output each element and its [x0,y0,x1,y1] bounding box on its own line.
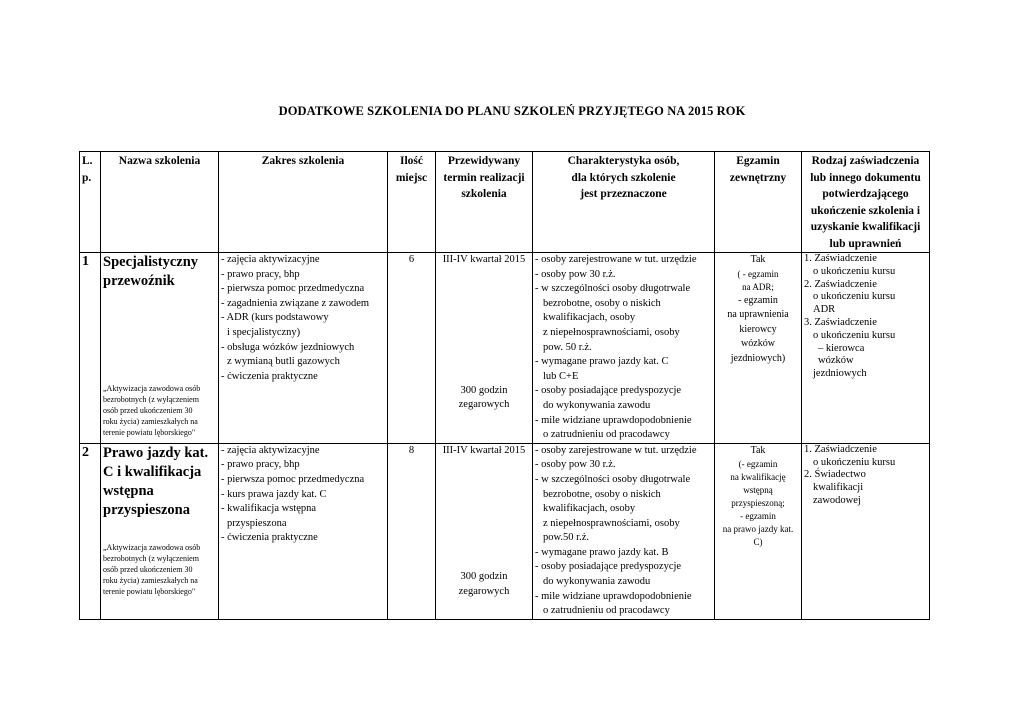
project-note: „Aktywizacja zawodowa osób bezrobotnych (z wyłączeniem osób przed ukończeniem 30 roku życia) zamieszkałych na terenie powiatu lęborskiego" [103,542,201,596]
certificate-cell: 1. Zaświadczenie o ukończeniu kursu 2. Zaświadczenie o ukończeniu kursu ADR 3. Zaświadczenie o ukończeniu kursu – kierowca wózków jezdniowych [802,253,930,444]
training-name: Specjalistyczny przewoźnik [103,254,199,289]
table-row [80,253,930,444]
exam-cell: Tak (- egzamin na kwalifikację wstępną przyspieszoną; - egzamin na prawo jazdy kat. C) [715,443,802,619]
term-cell: III-IV kwartał 2015 300 godzin zegarowych [436,443,533,619]
document-title: DODATKOWE SZKOLENIA DO PLANU SZKOLEŃ PRZYJĘTEGO NA 2015 ROK [278,104,746,118]
training-name-cell [101,443,219,619]
term-cell: III-IV kwartał 2015 300 godzin zegarowych [436,253,533,444]
header-termin: Przewidywany termin realizacji szkolenia [436,152,533,253]
training-name: Prawo jazdy kat. C i kwalifikacja wstępna przyspieszona [103,444,209,518]
hours-text: 300 godzin zegarowych [458,384,510,411]
places-cell: 6 [388,253,436,444]
header-zakres: Zakres szkolenia [219,152,388,253]
header-nazwa: Nazwa szkolenia [101,152,219,253]
scope-cell: - zajęcia aktywizacyjne - prawo pracy, bhp - pierwsza pomoc przedmedyczna - zagadnienia związane z zawodem - ADR (kurs podstawowy i specjalistyczny) - obsługa wózków jezdniowych z wymianą butli gazowych - ćwiczenia praktyczne [219,253,388,444]
header-row [80,152,930,253]
header-charakterystyka: Charakterystyka osób, dla których szkolenie jest przeznaczone [533,152,715,253]
persons-cell: - osoby zarejestrowane w tut. urzędzie - osoby pow 30 r.ż. - w szczególności osoby długotrwale bezrobotne, osoby o niskich kwalifikacjach, osoby z niepełnosprawnościami, osoby pow.50 r.ż. - wymagane prawo jazdy kat. B - osoby posiadające predyspozycje do wykonywania zawodu - mile widziane uprawdopodobnienie o zatrudnieniu od pracodawcy [533,443,715,619]
exam-cell: Tak ( - egzamin na ADR; - egzamin na uprawnienia kierowcy wózków jezdniowych) [715,253,802,444]
places-cell: 8 [388,443,436,619]
training-table [79,151,930,620]
scope-cell: - zajęcia aktywizacyjne - prawo pracy, bhp - pierwsza pomoc przedmedyczna - kurs prawa jazdy kat. C - kwalifikacja wstępna przyspieszona - ćwiczenia praktyczne [219,443,388,619]
row-number: 1 [80,253,101,444]
header-lp: L. p. [80,152,101,253]
training-name-cell [101,253,219,444]
header-rodzaj: Rodzaj zaświadczenia lub innego dokumentu potwierdzającego ukończenie szkolenia i uzyskanie kwalifikacji lub uprawnień [802,152,930,253]
header-egzamin: Egzamin zewnętrzny [715,152,802,253]
certificate-cell: 1. Zaświadczenie o ukończeniu kursu 2. Świadectwo kwalifikacji zawodowej [802,443,930,619]
hours-text: 300 godzin zegarowych [458,571,510,597]
persons-cell: - osoby zarejestrowane w tut. urzędzie - osoby pow 30 r.ż. - w szczególności osoby długotrwale bezrobotne, osoby o niskich kwalifikacjach, osoby z niepełnosprawnościami, osoby pow. 50 r.ż. - wymagane prawo jazdy kat. C lub C+E - osoby posiadające predyspozycje do wykonywania zawodu - mile widziane uprawdopodobnienie o zatrudnieniu od pracodawcy [533,253,715,444]
project-note: „Aktywizacja zawodowa osób bezrobotnych (z wyłączeniem osób przed ukończeniem 30 roku życia) zamieszkałych na terenie powiatu lęborskiego" [103,384,201,437]
header-ilosc: Ilość miejsc [388,152,436,253]
table-row [80,443,930,619]
row-number: 2 [80,443,101,619]
